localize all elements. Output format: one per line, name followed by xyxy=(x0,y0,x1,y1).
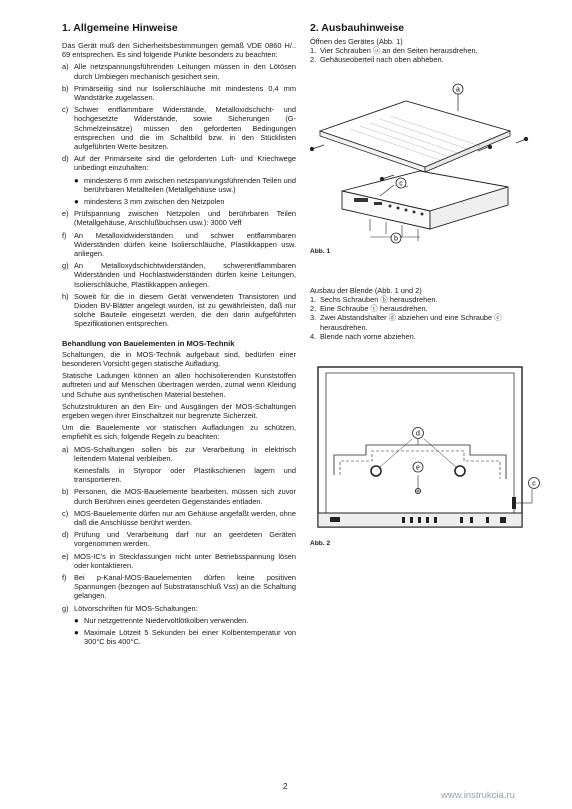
list-item: g) An Metalloxydschichtwiderständen, schwerentflammbaren Widerständen und Hochlastwiderständen dürfen keine Leitungen, Isolierschläuche, Plastikkappen anliegen. xyxy=(62,261,296,289)
bullet-icon: ● xyxy=(74,197,79,207)
list-item: e) MOS-IC's in Steckfassungen nicht unter Betriebsspannung lösen oder kontaktieren. xyxy=(62,551,296,570)
figure-1-drawing xyxy=(310,79,550,249)
step-item: 1. Vier Schrauben ⓐ an den Seiten herausdrehen. xyxy=(310,46,478,56)
list-item: g) Lötvorschriften für MOS-Schaltungen: xyxy=(62,603,198,613)
mos-paragraph: Statische Ladungen können an allen hochisolierenden Kunststoffen auftreten und auf Menschen übertragen werden, zumal wenn Kleidung und Schuhe aus synthetischen Material bestehen. xyxy=(62,371,296,399)
step-item: 2. Eine Schraube ⓒ herausdrehen. xyxy=(310,304,428,314)
figure-1-label-c: c xyxy=(399,180,403,188)
step-item: 2. Gehäuseoberteil nach oben abheben. xyxy=(310,55,444,65)
list-item: f) An Metalloxidwiderständen und schwer entflammbaren Widerständen dürfen keine Isolierschläuche, Plastikkappen usw. anliegen. xyxy=(62,230,296,259)
mos-paragraph: Schutzstrukturen an den Ein- und Ausgängen der MOS-Schaltungen ergeben wegen ihrer Einschaltzeit nur begrenzte Sicherzeit. xyxy=(62,401,296,420)
figure-2-drawing xyxy=(310,363,550,535)
list-subtext: Keinesfalls in Styropor oder Plastikschienen lagern und transportieren. xyxy=(74,465,296,485)
figure-2-label-d: d xyxy=(416,430,420,438)
step-item: 3. Zwei Abstandshalter ⓓ abziehen und eine Schraube ⓔ herausdrehen. xyxy=(310,313,502,332)
list-item: a) Alle netzspannungsführenden Leitungen müssen in den Lötösen durch Umbiegen mechanisch gesichert sein. xyxy=(62,62,296,81)
section-title-general: 1. Allgemeine Hinweise xyxy=(62,22,178,34)
list-item: a) MOS-Schaltungen sollen bis zur Verarbeitung in elektrisch leitendem Material verbleiben. xyxy=(62,444,296,463)
list-item: f) Bei p-Kanal-MOS-Bauelementen dürfen keine positiven Spannungen (bezogen auf Substratanschluß Vss) an die Schaltung gelangen. xyxy=(62,572,296,601)
bullet-icon: ● xyxy=(74,615,79,625)
list-item: c) Schwer entflammbare Widerstände, Metalloxidschicht- und hochgesetzte Widerstände, sowie Sicherungen (G-Schmelzeinsätze) müssen den geforderten Bedingungen entsprechen und die im Schaltbild bzw. in den Stücklisten aufgeführten Werte besitzen. xyxy=(62,105,296,152)
list-item: b) Primärseitig sind nur Isolierschläuche mit mindestens 0,4 mm Wandstärke zugelassen. xyxy=(62,83,296,103)
list-item: e) Prüfspannung zwischen Netzpolen und berührbaren Teilen (Metallgehäuse, Anschlußbuchsen usw.): 3000 Veff xyxy=(62,209,296,228)
figure-1-caption: Abb. 1 xyxy=(310,247,331,255)
bullet-item: ● Nur netzgetrennte Niedervoltlötkolben verwenden. xyxy=(74,615,249,625)
mos-paragraph: Um die Bauelemente vor statischen Aufladungen zu schützen, empfiehlt es sich, folgende Regeln zu beachten: xyxy=(62,423,296,442)
watermark: www.instrukcia.ru xyxy=(441,790,515,801)
list-item: c) MOS-Bauelemente dürfen nur am Gehäuse angefaßt werden, ohne daß die Anschlüsse berührt werden. xyxy=(62,508,296,527)
intro-paragraph: Das Gerät muß den Sicherheitsbestimmungen gemäß VDE 0860 H/.. 69 entsprechen. Es sind folgende Punkte besonders zu beachten: xyxy=(62,41,296,60)
bullet-icon: ● xyxy=(74,175,79,185)
figure-2-label-c: c xyxy=(532,480,536,488)
figure-1-label-a: a xyxy=(456,86,460,94)
mos-heading: Behandlung von Bauelementen in MOS-Technik xyxy=(62,338,235,348)
figure-2-label-e: e xyxy=(416,464,420,472)
list-item: d) Prüfung und Verarbeitung darf nur an geerdeten Geräten vorgenommen werden. xyxy=(62,530,296,549)
figure-2-caption: Abb. 2 xyxy=(310,540,331,548)
page-number: 2 xyxy=(283,782,288,791)
step-item: 4. Blende nach vorne abziehen. xyxy=(310,331,416,341)
list-item: h) Soweit für die in diesem Gerät verwendeten Transistoren und Dioden BV-Blätter angelegt wurden, ist zu gewährleisten, daß nur solche Bauteile eingesetzt werden, die den darin aufgeführten Spezifikationen entsprechen. xyxy=(62,291,296,329)
bullet-item: ● Maximale Lötzeit 5 Sekunden bei einer Kolbentemperatur von 300°C bis 400°C. xyxy=(74,627,296,647)
open-heading: Öffnen des Gerätes (Abb. 1) xyxy=(310,37,403,46)
bezel-heading: Ausbau der Blende (Abb. 1 und 2) xyxy=(310,285,422,295)
list-item: d) Auf der Primärseite sind die geforderten Luft- und Kriechwege unbedingt einzuhalten: xyxy=(62,154,296,173)
bullet-item: ● mindestens 6 mm zwischen netzspannungsführenden Teilen und berührbaren Metallteilen (Metallgehäuse usw.) xyxy=(74,175,296,194)
bullet-icon: ● xyxy=(74,627,79,637)
mos-paragraph: Schaltungen, die in MOS-Technik aufgebaut sind, bedürfen einer besonderen Vorsicht gegen statische Aufladung. xyxy=(62,349,296,368)
step-item: 1. Sechs Schrauben ⓑ herausdrehen. xyxy=(310,295,438,305)
right-column xyxy=(310,22,550,548)
figure-1-label-b: b xyxy=(394,235,398,243)
left-column xyxy=(62,22,296,649)
bullet-item: ● mindestens 3 mm zwischen den Netzpolen xyxy=(74,197,225,207)
list-item: b) Personen, die MOS-Bauelemente bearbeiten, müssen sich zuvor durch Berühren eines geerdeten Gegenstandes entladen. xyxy=(62,487,296,506)
section-title-disassembly: 2. Ausbauhinweise xyxy=(310,22,405,34)
